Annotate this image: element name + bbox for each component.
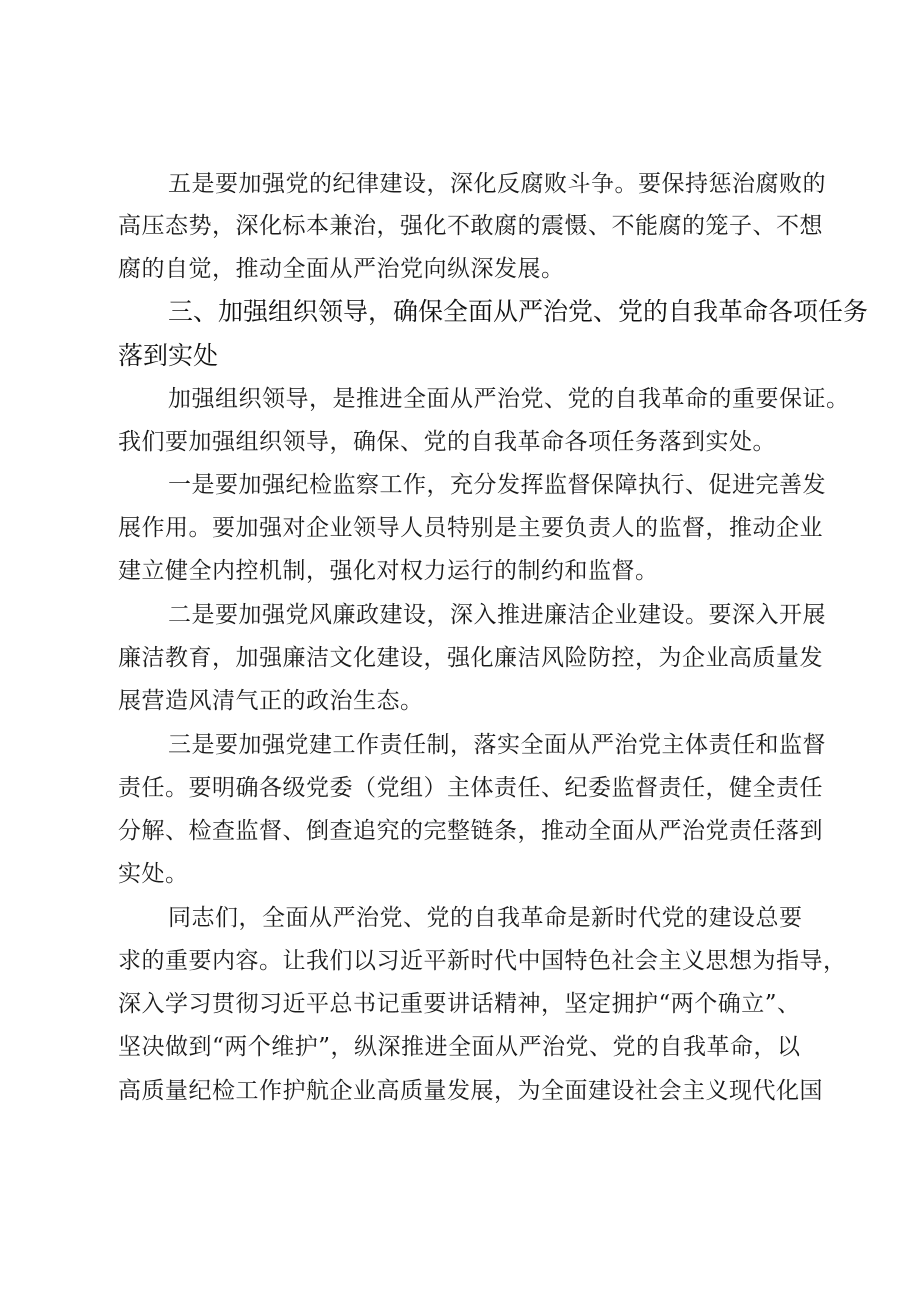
paragraph-5-line-3: 腐的自觉，推动全面从严治党向纵深发展。 — [118, 256, 565, 282]
closing-paragraph-line-3: 深入学习贯彻习近平总书记重要讲话精神，坚定拥护“两个确立”、 — [118, 991, 801, 1017]
item-3-line-3: 分解、检查监督、倒查追究的完整链条，推动全面从严治党责任落到 — [118, 818, 823, 844]
paragraph-5-line-2: 高压态势，深化标本兼治，强化不敢腐的震慑、不能腐的笼子、不想 — [118, 213, 823, 239]
paragraph-5-line-1: 五是要加强党的纪律建设，深化反腐败斗争。要保持惩治腐败的 — [168, 171, 826, 197]
item-1-line-2: 展作用。要加强对企业领导人员特别是主要负责人的监督，推动企业 — [118, 515, 823, 541]
item-1-line-1: 一是要加强纪检监察工作，充分发挥监督保障执行、促进完善发 — [168, 472, 826, 498]
closing-paragraph-line-1: 同志们，全面从严治党、党的自我革命是新时代党的建设总要 — [168, 905, 803, 931]
item-3-line-2: 责任。要明确各级党委（党组）主体责任、纪委监督责任，健全责任 — [118, 775, 823, 801]
item-2-line-3: 展营造风清气正的政治生态。 — [118, 688, 424, 714]
item-3-line-4: 实处。 — [118, 861, 189, 887]
section-3-heading-line-2: 落到实处 — [118, 341, 219, 370]
item-2-line-2: 廉洁教育，加强廉洁文化建设，强化廉洁风险防控，为企业高质量发 — [118, 645, 823, 671]
item-2-line-1: 二是要加强党风廉政建设，深入推进廉洁企业建设。要深入开展 — [168, 602, 826, 628]
closing-paragraph-line-5: 高质量纪检工作护航企业高质量发展，为全面建设社会主义现代化国 — [118, 1078, 823, 1104]
item-3-line-1: 三是要加强党建工作责任制，落实全面从严治党主体责任和监督 — [168, 732, 826, 758]
closing-paragraph-line-2: 求的重要内容。让我们以习近平新时代中国特色社会主义思想为指导， — [118, 948, 847, 974]
item-1-line-3: 建立健全内控机制，强化对权力运行的制约和监督。 — [118, 558, 659, 584]
intro-paragraph-line-1: 加强组织领导，是推进全面从严治党、党的自我革命的重要保证。 — [168, 386, 850, 412]
section-3-heading-line-1: 三、加强组织领导，确保全面从严治党、党的自我革命各项任务 — [168, 297, 869, 326]
intro-paragraph-line-2: 我们要加强组织领导，确保、党的自我革命各项任务落到实处。 — [118, 429, 776, 455]
closing-paragraph-line-4: 坚决做到“两个维护”，纵深推进全面从严治党、党的自我革命，以 — [118, 1034, 801, 1060]
